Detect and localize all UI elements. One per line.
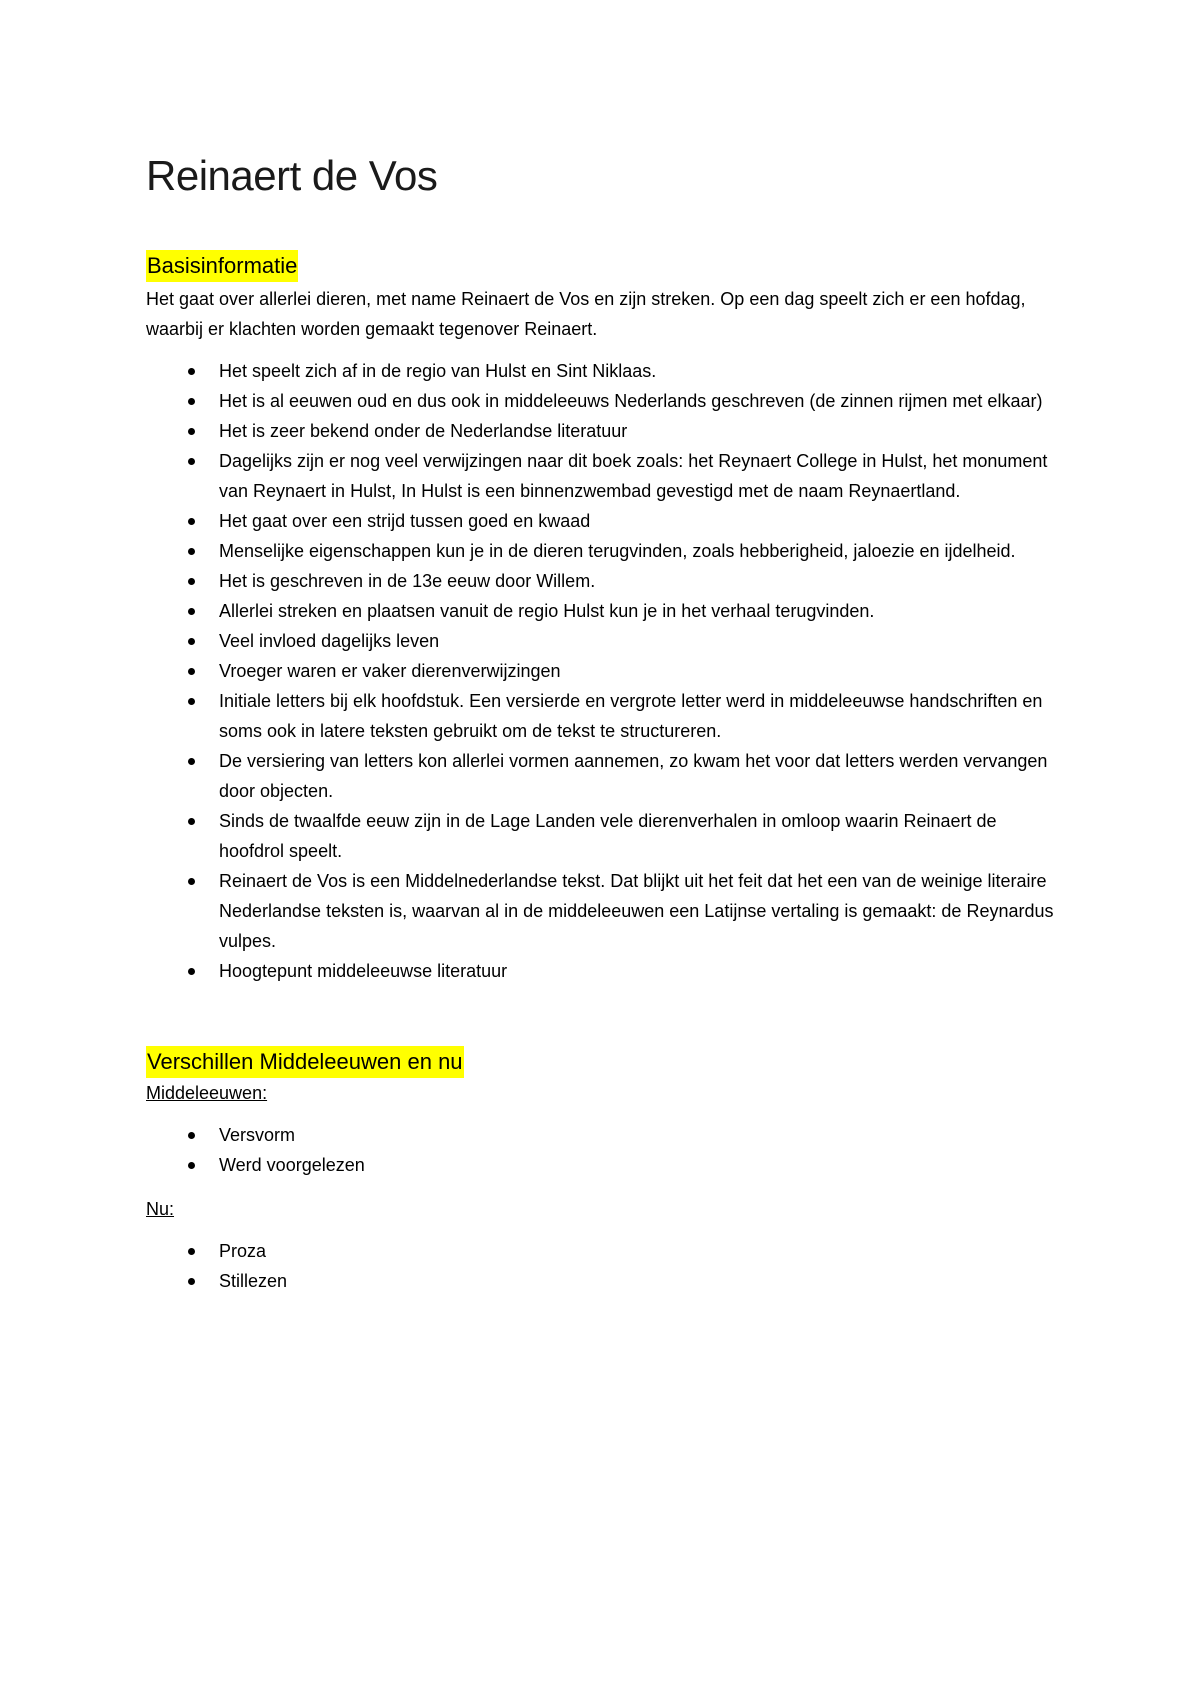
- bullet-dot-icon: [188, 638, 195, 645]
- basisinformatie-list: [146, 356, 1066, 986]
- bullet-dot-icon: [188, 1162, 195, 1169]
- list-item-text: Veel invloed dagelijks leven: [219, 631, 440, 651]
- list-item-text: Het speelt zich af in de regio van Hulst en Sint Niklaas.: [219, 361, 657, 381]
- list-item-text: Versvorm: [219, 1125, 296, 1145]
- bullet-dot-icon: [188, 878, 195, 885]
- list-item-text: Het is al eeuwen oud en dus ook in middeleeuws Nederlands geschreven (de zinnen rijmen met elkaar): [219, 391, 1043, 411]
- nu-list: [146, 1236, 1066, 1296]
- list-item-text: Hoogtepunt middeleeuwse literatuur: [219, 961, 508, 981]
- middeleeuwen-list: [146, 1120, 1066, 1180]
- bullet-dot-icon: [188, 668, 195, 675]
- document-body: [146, 150, 1066, 1296]
- bullet-dot-icon: [188, 428, 195, 435]
- list-item: [146, 416, 1066, 446]
- list-item-text: Proza: [219, 1241, 267, 1261]
- bullet-dot-icon: [188, 1278, 195, 1285]
- list-item: [146, 596, 1066, 626]
- list-item-text: Het gaat over een strijd tussen goed en kwaad: [219, 511, 591, 531]
- intro-paragraph: Het gaat over allerlei dieren, met name Reinaert de Vos en zijn streken. Op een dag speelt zich er een hofdag, waarbij er klachten worden gemaakt tegenover Reinaert.: [146, 289, 1026, 339]
- list-item-text: De versiering van letters kon allerlei vormen aannemen, zo kwam het voor dat letters werden vervangen door objecten.: [219, 751, 1048, 801]
- list-item: [146, 806, 1066, 866]
- list-item-text: Werd voorgelezen: [219, 1155, 365, 1175]
- list-item-text: Dagelijks zijn er nog veel verwijzingen naar dit boek zoals: het Reynaert College in Hulst, het monument van Reynaert in Hulst, In Hulst is een binnenzwembad gevestigd met de naam Reynaertland.: [219, 451, 1048, 501]
- list-item-text: Het is geschreven in de 13e eeuw door Willem.: [219, 571, 596, 591]
- list-item: [146, 566, 1066, 596]
- bullet-dot-icon: [188, 608, 195, 615]
- list-item: [146, 386, 1066, 416]
- list-item: [146, 866, 1066, 956]
- list-item-text: Stillezen: [219, 1271, 288, 1291]
- list-item-text: Vroeger waren er vaker dierenverwijzingen: [219, 661, 561, 681]
- list-item: [146, 446, 1066, 506]
- bullet-dot-icon: [188, 578, 195, 585]
- list-item: [146, 356, 1066, 386]
- bullet-dot-icon: [188, 818, 195, 825]
- bullet-dot-icon: [188, 458, 195, 465]
- list-item-text: Initiale letters bij elk hoofdstuk. Een versierde en vergrote letter werd in middeleeuwse handschriften en soms ook in latere teksten gebruikt om de tekst te structureren.: [219, 691, 1043, 741]
- sub-label-nu: Nu:: [146, 1199, 175, 1219]
- bullet-dot-icon: [188, 398, 195, 405]
- list-item: [146, 626, 1066, 656]
- list-item: [146, 746, 1066, 806]
- bullet-dot-icon: [188, 968, 195, 975]
- list-item-text: Sinds de twaalfde eeuw zijn in de Lage Landen vele dierenverhalen in omloop waarin Reinaert de hoofdrol speelt.: [219, 811, 997, 861]
- bullet-dot-icon: [188, 1132, 195, 1139]
- bullet-dot-icon: [188, 698, 195, 705]
- sub-label-middeleeuwen: Middeleeuwen:: [146, 1083, 268, 1103]
- bullet-dot-icon: [188, 518, 195, 525]
- bullet-dot-icon: [188, 368, 195, 375]
- list-item: [146, 956, 1066, 986]
- list-item-text: Reinaert de Vos is een Middelnederlandse tekst. Dat blijkt uit het feit dat het een van de weinige literaire Nederlandse teksten is, waarvan al in de middeleeuwen een Latijnse vertaling is gemaakt: de Reynardus vulpes.: [219, 871, 1054, 951]
- list-item: [146, 1120, 1066, 1150]
- list-item: [146, 536, 1066, 566]
- list-item-text: Menselijke eigenschappen kun je in de dieren terugvinden, zoals hebberigheid, jaloezie en ijdelheid.: [219, 541, 1016, 561]
- document-title: Reinaert de Vos: [146, 152, 438, 199]
- bullet-dot-icon: [188, 1248, 195, 1255]
- list-item: [146, 1236, 1066, 1266]
- list-item-text: Het is zeer bekend onder de Nederlandse literatuur: [219, 421, 628, 441]
- list-item: [146, 1150, 1066, 1180]
- bullet-dot-icon: [188, 548, 195, 555]
- list-item: [146, 686, 1066, 746]
- bullet-dot-icon: [188, 758, 195, 765]
- list-item: [146, 656, 1066, 686]
- list-item: [146, 1266, 1066, 1296]
- list-item: [146, 506, 1066, 536]
- list-item-text: Allerlei streken en plaatsen vanuit de regio Hulst kun je in het verhaal terugvinden.: [219, 601, 875, 621]
- section-heading-verschillen: Verschillen Middeleeuwen en nu: [146, 1046, 464, 1078]
- section-heading-basisinformatie: Basisinformatie: [146, 250, 298, 282]
